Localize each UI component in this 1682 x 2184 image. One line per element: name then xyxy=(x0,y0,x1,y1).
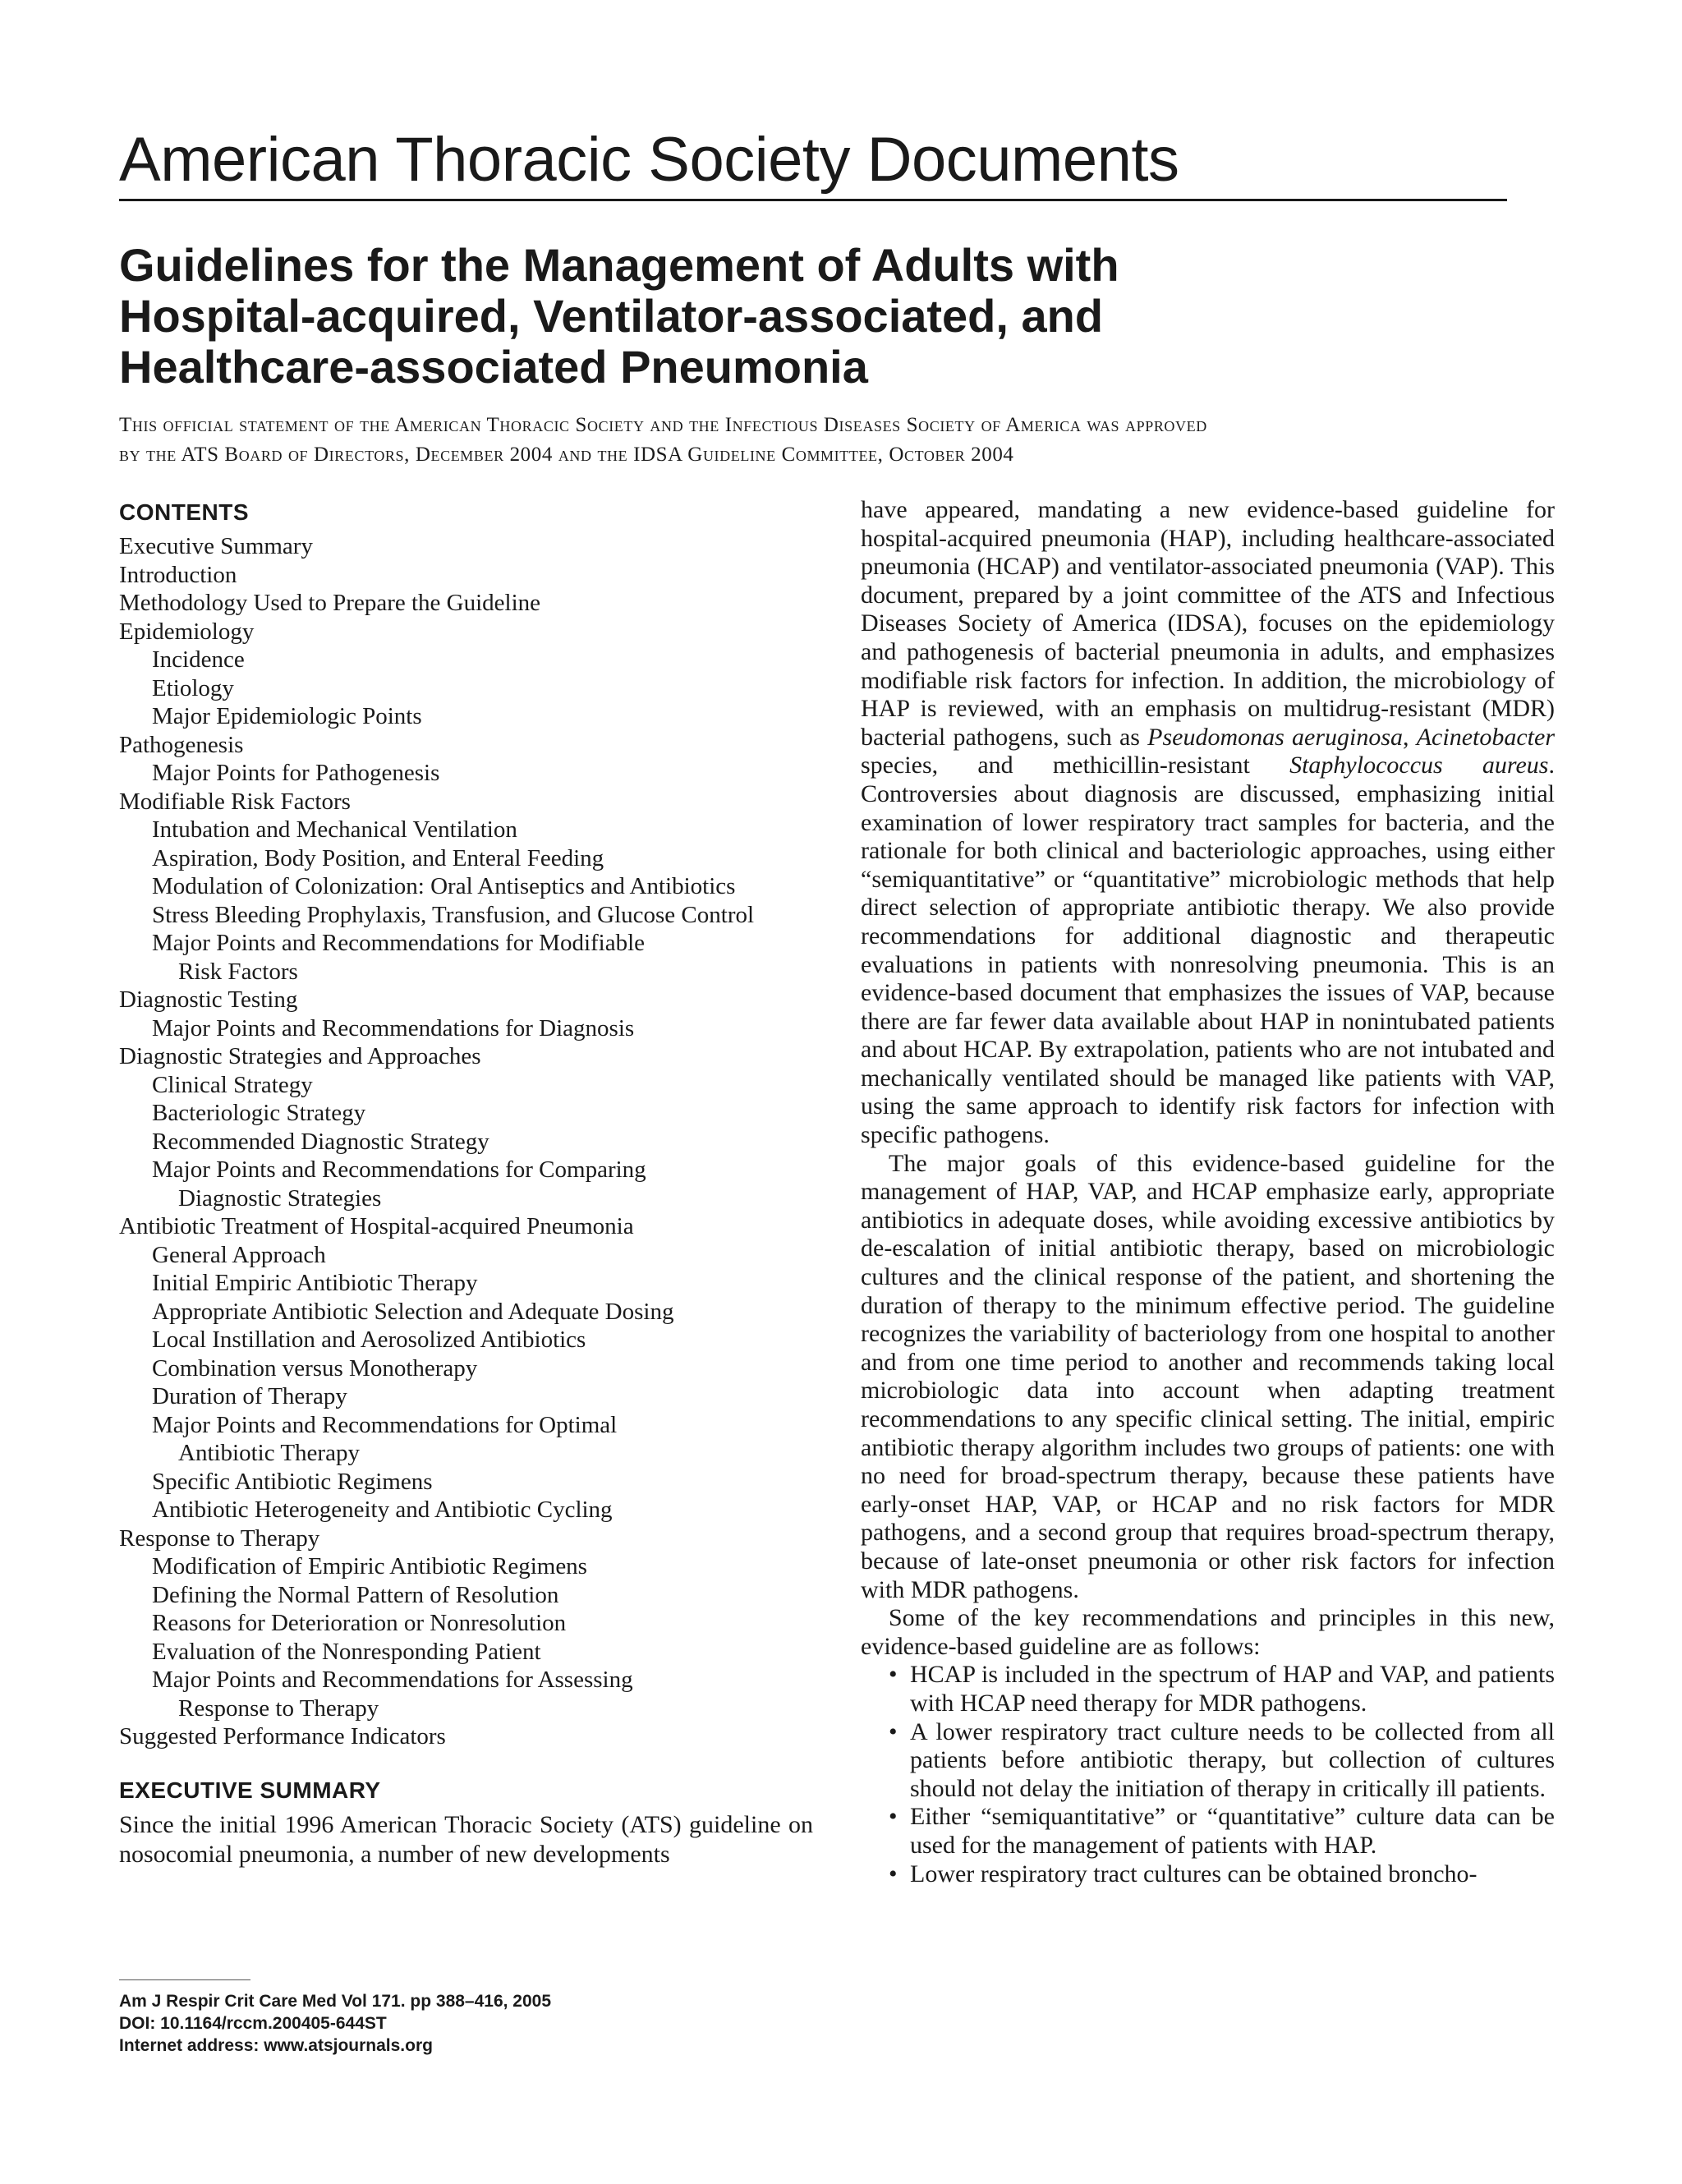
toc-item: Major Points for Pathogenesis xyxy=(152,760,440,786)
toc-item: Duration of Therapy xyxy=(152,1383,347,1409)
footnote xyxy=(119,1979,813,2057)
recommendation-item xyxy=(889,1803,1555,1860)
bullet-icon: • xyxy=(889,1717,898,1745)
approval-statement xyxy=(119,411,1507,470)
toc-item: Modulation of Colonization: Oral Antiseptics and Antibiotics xyxy=(152,873,736,899)
recommendations-list xyxy=(861,1661,1555,1888)
toc-item: Modifiable Risk Factors xyxy=(119,788,351,815)
toc-item: Antibiotic Therapy xyxy=(178,1440,360,1466)
title-line-3: Healthcare-associated Pneumonia xyxy=(119,341,868,393)
title-line-1: Guidelines for the Management of Adults with xyxy=(119,239,1119,291)
bullet-icon: • xyxy=(889,1860,898,1887)
toc-item: Major Points and Recommendations for Assessing xyxy=(152,1667,633,1693)
body-paragraph-1: have appeared, mandating a new evidence-based guideline for hospital-acquired pneumonia (HAP), including healthcare-associated pneumonia (HCAP) and ventilator-associated pneumonia (VAP). This document, prepared by a joint committee of the ATS and Infectious Diseases Society of America (IDSA), focuses on the epidemiology and pathogenesis of bacterial pneumonia in adults, and emphasizes modifiable risk factors for infection. In addition, the microbiology of HAP is reviewed, with an emphasis on multidrug-resistant (MDR) bacterial pathogens, such as Pseudomonas aeruginosa, Acinetobacter species, and methicillin-resistant Staphylococcus aureus. Controversies about diagnosis are discussed, emphasizing initial examination of lower respiratory tract samples for bacteria, and the rationale for both clinical and bacteriologic approaches, using either “semiquantitative” or “quantitative” microbiologic methods that help direct selection of appropriate antibiotic therapy. We also provide recommendations for additional diagnostic and therapeutic evaluations in patients with nonresolving pneumonia. This is an evidence-based document that emphasizes the issues of VAP, because there are far fewer data available about HAP in nonintubated patients and about HCAP. By extrapolation, patients who are not intubated and mechanically ventilated should be managed like patients with VAP, using the same approach to identify risk factors for infection with specific pathogens. xyxy=(861,496,1556,1149)
executive-summary-intro: Since the initial 1996 American Thoracic Society (ATS) guideline on nosocomial pneumonia, a number of new developments xyxy=(119,1810,813,1868)
toc-item: Response to Therapy xyxy=(119,1524,320,1552)
approval-line-1: This official statement of the American Thoracic Society and the Infectious Diseases Society of America was approved xyxy=(119,414,1207,436)
toc-item: Major Epidemiologic Points xyxy=(152,703,422,729)
toc-item: Major Points and Recommendations for Modifiable xyxy=(152,930,646,956)
toc-item: Diagnostic Strategies and Approaches xyxy=(119,1043,481,1069)
toc-item: Reasons for Deterioration or Nonresolution xyxy=(152,1610,567,1636)
left-column xyxy=(119,496,813,1869)
toc-item: Methodology Used to Prepare the Guideline xyxy=(119,590,541,616)
toc-item: Diagnostic Strategies xyxy=(178,1184,382,1212)
journal-section-header: American Thoracic Society Documents xyxy=(119,123,1507,201)
recommendation-item xyxy=(889,1860,1555,1889)
toc-item: Epidemiology xyxy=(119,618,255,645)
toc-item: General Approach xyxy=(152,1241,326,1268)
toc-item: Appropriate Antibiotic Selection and Adequate Dosing xyxy=(152,1298,674,1325)
toc-item: Evaluation of the Nonresponding Patient xyxy=(152,1638,541,1665)
recommendation-text: Lower respiratory tract cultures can be obtained broncho- xyxy=(910,1860,1477,1887)
toc-item: Antibiotic Treatment of Hospital-acquired Pneumonia xyxy=(119,1213,634,1239)
title-line-2: Hospital-acquired, Ventilator-associated, and xyxy=(119,290,1104,342)
toc-item: Bacteriologic Strategy xyxy=(152,1100,366,1126)
toc-item: Diagnostic Testing xyxy=(119,986,298,1013)
toc-item: Risk Factors xyxy=(178,958,298,985)
body-paragraph-2: The major goals of this evidence-based guideline for the management of HAP, VAP, and HCAP emphasize early, appropriate antibiotics in adequate doses, while avoiding excessive antibiotics by de-escalation of initial antibiotic therapy, based on microbiologic cultures and the clinical response of the patient, and shortening the duration of therapy to the minimum effective period. The guideline recognizes the variability of bacteriology from one hospital to another and from one time period to another and recommends taking local microbiologic data into account when adapting treatment recommendations to any specific clinical setting. The initial, empiric antibiotic therapy algorithm includes two groups of patients: one with no need for broad-spectrum therapy, because these patients have early-onset HAP, VAP, or HCAP and no risk factors for MDR pathogens, and a second group that requires broad-spectrum therapy, because of late-onset pneumonia or other risk factors for infection with MDR pathogens. xyxy=(861,1149,1555,1603)
toc-item: Specific Antibiotic Regimens xyxy=(152,1468,433,1495)
bullet-icon: • xyxy=(889,1803,898,1831)
toc-item: Recommended Diagnostic Strategy xyxy=(152,1128,489,1155)
toc-item: Pathogenesis xyxy=(119,731,244,758)
organism-staphylococcus: Staphylococcus aureus xyxy=(1289,752,1549,779)
toc-item: Incidence xyxy=(152,646,245,673)
toc-item: Clinical Strategy xyxy=(152,1071,313,1098)
toc-item: Local Instillation and Aerosolized Antibiotics xyxy=(152,1326,586,1353)
recommendation-item xyxy=(889,1717,1555,1804)
article-title xyxy=(119,240,1507,393)
bullet-icon: • xyxy=(889,1661,898,1689)
toc-item: Stress Bleeding Prophylaxis, Transfusion, and Glucose Control xyxy=(152,901,755,928)
recommendation-item xyxy=(889,1661,1555,1717)
toc-item: Defining the Normal Pattern of Resolution xyxy=(152,1581,559,1608)
recommendation-text: HCAP is included in the spectrum of HAP and VAP, and patients with HCAP need therapy for MDR pathogens. xyxy=(910,1661,1555,1717)
toc-item: Combination versus Monotherapy xyxy=(152,1354,478,1382)
contents-heading: CONTENTS xyxy=(119,499,249,525)
doi-line: DOI: 10.1164/rccm.200405-644ST xyxy=(119,2014,387,2033)
organism-acinetobacter: Acinetobacter xyxy=(1416,723,1556,751)
toc-item: Suggested Performance Indicators xyxy=(119,1723,446,1749)
toc-item: Major Points and Recommendations for Diagnosis xyxy=(152,1014,635,1041)
body-paragraph-3: Some of the key recommendations and principles in this new, evidence-based guideline are as follows: xyxy=(861,1604,1555,1660)
toc-item: Intubation and Mechanical Ventilation xyxy=(152,816,517,843)
right-column xyxy=(861,496,1555,1888)
recommendation-text: Either “semiquantitative” or “quantitative” culture data can be used for the management of patients with HAP. xyxy=(910,1803,1555,1859)
toc-item: Major Points and Recommendations for Comparing xyxy=(152,1156,646,1183)
toc-item: Response to Therapy xyxy=(178,1694,379,1722)
toc-item: Initial Empiric Antibiotic Therapy xyxy=(152,1270,478,1296)
toc-item: Major Points and Recommendations for Optimal xyxy=(152,1411,618,1438)
toc-item: Executive Summary xyxy=(119,533,313,559)
table-of-contents xyxy=(119,532,813,1751)
footnote-rule xyxy=(119,1979,250,1980)
toc-item: Etiology xyxy=(152,674,234,701)
organism-pseudomonas: Pseudomonas aeruginosa xyxy=(1147,723,1404,751)
toc-item: Aspiration, Body Position, and Enteral Feeding xyxy=(152,844,604,871)
executive-summary-heading: EXECUTIVE SUMMARY xyxy=(119,1777,381,1803)
toc-item: Modification of Empiric Antibiotic Regimens xyxy=(152,1553,587,1579)
internet-address-line: Internet address: www.atsjournals.org xyxy=(119,2036,433,2055)
citation-line: Am J Respir Crit Care Med Vol 171. pp 388–416, 2005 xyxy=(119,1992,552,2011)
approval-line-2: by the ATS Board of Directors, December 2004 and the IDSA Guideline Committee, October 2004 xyxy=(119,444,1014,466)
toc-item: Introduction xyxy=(119,561,237,588)
toc-item: Antibiotic Heterogeneity and Antibiotic Cycling xyxy=(152,1497,613,1523)
recommendation-text: A lower respiratory tract culture needs to be collected from all patients before antibiotic therapy, but collection of cultures should not delay the initiation of therapy in critically ill patients. xyxy=(910,1717,1555,1802)
